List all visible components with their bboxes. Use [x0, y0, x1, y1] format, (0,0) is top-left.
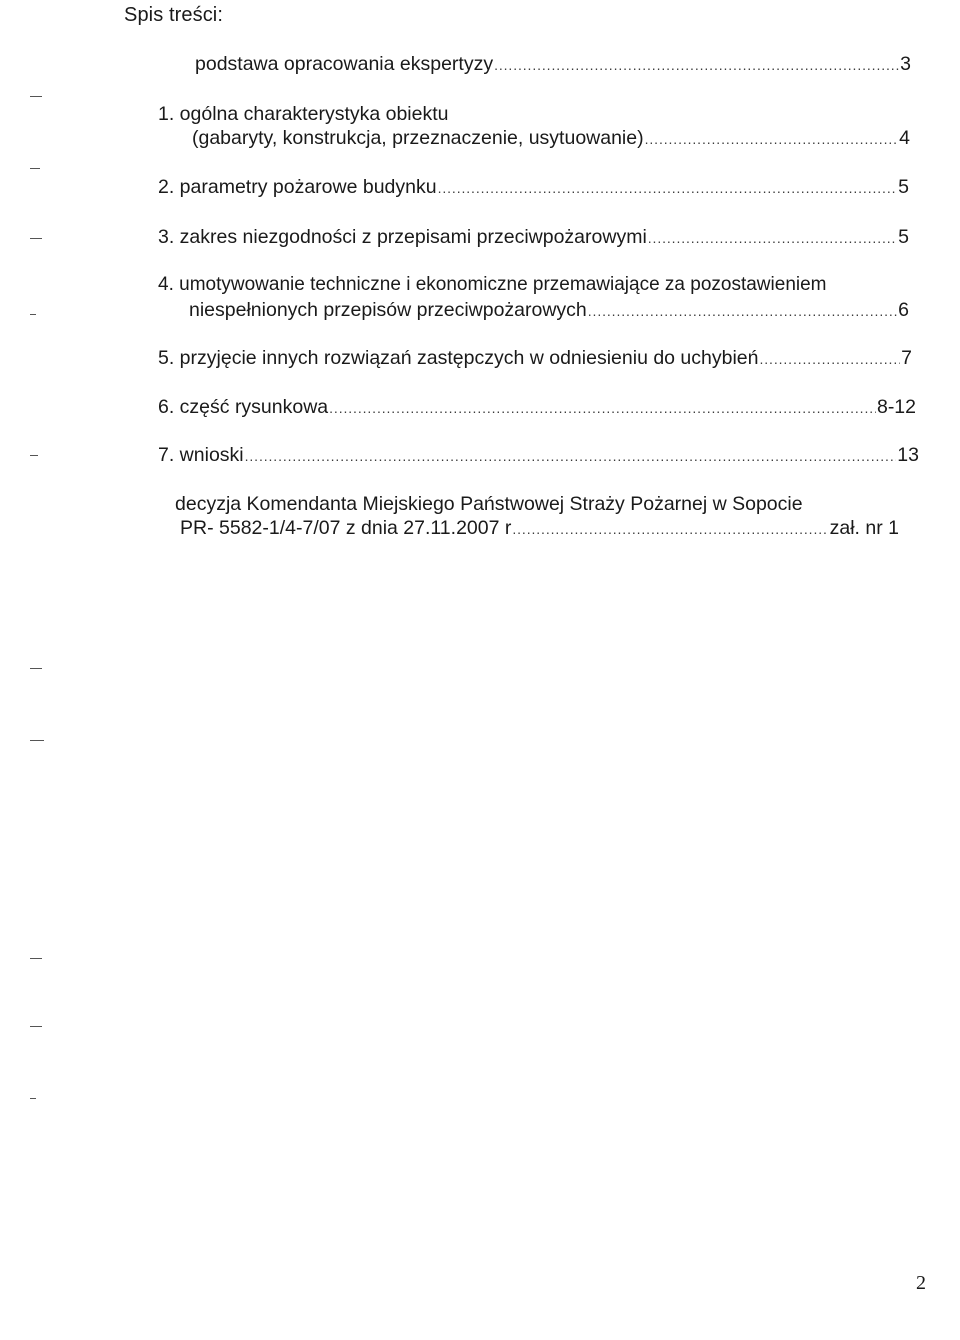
- toc-entry-text: 5. przyjęcie innych rozwiązań zastępczych w odniesieniu do uchybień: [158, 347, 759, 369]
- toc-leader-dots: [588, 298, 897, 323]
- toc-entry-page: 6: [898, 299, 909, 321]
- scan-mark: [30, 740, 44, 741]
- toc-entry-text: (gabaryty, konstrukcja, przeznaczenie, usytuowanie): [192, 127, 644, 149]
- toc-entry-line1: 4. umotywowanie techniczne i ekonomiczne przemawiające za pozostawieniem: [158, 274, 827, 295]
- scan-mark: [30, 1098, 36, 1099]
- toc-heading: Spis treści:: [124, 4, 224, 26]
- toc-leader-dots: [512, 516, 828, 541]
- toc-entry-page: zał. nr 1: [829, 517, 899, 539]
- toc-entry-page: 7: [901, 347, 912, 369]
- toc-leader-dots: [645, 126, 899, 151]
- toc-entry: [158, 443, 919, 468]
- scan-mark: [30, 455, 38, 456]
- toc-leader-dots: [760, 346, 901, 371]
- toc-leader-dots: [494, 52, 899, 77]
- toc-entry-page: 13: [897, 444, 919, 466]
- toc-entry: [158, 175, 909, 200]
- toc-leader-dots: [648, 225, 897, 250]
- toc-entry-page: 8-12: [876, 396, 916, 418]
- toc-entry-text: 7. wnioski: [158, 444, 244, 466]
- scan-mark: [30, 238, 42, 239]
- toc-entry-text: 3. zakres niezgodności z przepisami przeciwpożarowymi: [158, 226, 647, 248]
- toc-entry-page: 5: [898, 226, 909, 248]
- toc-entry-line1: 1. ogólna charakterystyka obiektu: [158, 103, 449, 125]
- toc-entry-text: PR- 5582-1/4-7/07 z dnia 27.11.2007 r: [180, 517, 512, 539]
- scan-mark: [30, 96, 42, 97]
- scan-mark: [30, 168, 40, 169]
- page-number: 2: [916, 1272, 926, 1294]
- toc-entry-page: 5: [898, 176, 909, 198]
- toc-entry: [180, 516, 899, 541]
- scan-mark: [30, 1026, 42, 1027]
- toc-leader-dots: [438, 175, 898, 200]
- toc-leader-dots: [329, 395, 876, 420]
- toc-entry-page: 4: [899, 127, 910, 149]
- toc-entry-line1: decyzja Komendanta Miejskiego Państwowej Straży Pożarnej w Sopocie: [175, 493, 803, 515]
- toc-entry: [189, 298, 909, 323]
- scan-mark: [30, 668, 42, 669]
- toc-entry-text: 2. parametry pożarowe budynku: [158, 176, 437, 198]
- scan-mark: [30, 958, 42, 959]
- scan-mark: [30, 314, 36, 315]
- toc-entry: [158, 346, 912, 371]
- toc-entry-text: 6. część rysunkowa: [158, 396, 329, 418]
- toc-entry: [192, 126, 910, 151]
- toc-entry-page: 3: [900, 53, 911, 75]
- toc-entry-text: podstawa opracowania ekspertyzy: [195, 53, 494, 75]
- toc-entry: [158, 225, 909, 250]
- toc-entry-text: niespełnionych przepisów przeciwpożarowych: [189, 299, 587, 321]
- toc-leader-dots: [245, 443, 897, 468]
- toc-entry: [158, 395, 916, 420]
- toc-entry: [195, 52, 911, 77]
